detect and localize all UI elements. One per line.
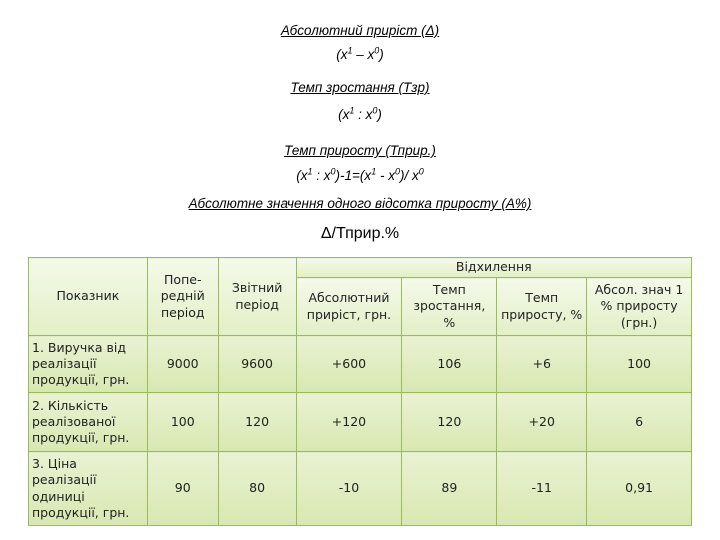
header-growth-rate: Темп зростання, % [402, 278, 497, 336]
table-row [29, 452, 692, 526]
increase-rate-formula: ($x^1$ : $x^0)-1=(x^1 - x^0)/$ $x^0$ [296, 166, 424, 183]
cell-absolute: -10 [296, 452, 402, 526]
cell-increase-rate: +20 [497, 393, 587, 452]
table-row [29, 393, 692, 452]
header-row-top [29, 258, 692, 278]
cell-reporting: 120 [218, 393, 296, 452]
cell-previous: 9000 [147, 336, 218, 393]
header-one-percent-value: Абсол. знач 1 % приросту (грн.) [587, 278, 692, 336]
cell-growth-rate: 120 [402, 393, 497, 452]
cell-reporting: 9600 [218, 336, 296, 393]
one-percent-title: Абсолютне значення одного відсотка приросту (А%) [188, 196, 532, 211]
indicators-table [28, 257, 692, 526]
abs-growth-title: Абсолютний приріст (Δ) [280, 23, 440, 38]
cell-previous: 90 [147, 452, 218, 526]
row-name: 3. Ціна реалізації одиниці продукції, грн. [29, 452, 148, 526]
row-name: 2. Кількість реалізованої продукції, грн. [29, 393, 148, 452]
increase-rate-title: Темп приросту (Тприр.) [284, 143, 436, 158]
header-absolute-growth: Абсолютний приріст, грн. [296, 278, 402, 336]
header-deviation: Відхилення [296, 258, 691, 278]
cell-absolute: +600 [296, 336, 402, 393]
cell-absolute: +120 [296, 393, 402, 452]
header-indicator: Показник [29, 258, 148, 336]
abs-growth-formula: $(x^1 - x^0)$ [336, 45, 384, 62]
header-reporting-period: Звітний період [218, 258, 296, 336]
one-percent-formula: Δ/Тприр.% [320, 225, 400, 242]
growth-rate-title: Темп зростання (Тзр) [290, 80, 430, 95]
cell-previous: 100 [147, 393, 218, 452]
header-increase-rate: Темп приросту, % [497, 278, 587, 336]
cell-one-percent: 6 [587, 393, 692, 452]
row-name: 1. Виручка від реалізації продукції, грн. [29, 336, 148, 393]
header-previous-period: Попе- редній період [147, 258, 218, 336]
cell-increase-rate: -11 [497, 452, 587, 526]
cell-one-percent: 100 [587, 336, 692, 393]
table-row [29, 336, 692, 393]
cell-one-percent: 0,91 [587, 452, 692, 526]
cell-growth-rate: 106 [402, 336, 497, 393]
cell-reporting: 80 [218, 452, 296, 526]
cell-growth-rate: 89 [402, 452, 497, 526]
cell-increase-rate: +6 [497, 336, 587, 393]
growth-rate-formula: ($x^1$ : $x^0$) [338, 105, 382, 122]
